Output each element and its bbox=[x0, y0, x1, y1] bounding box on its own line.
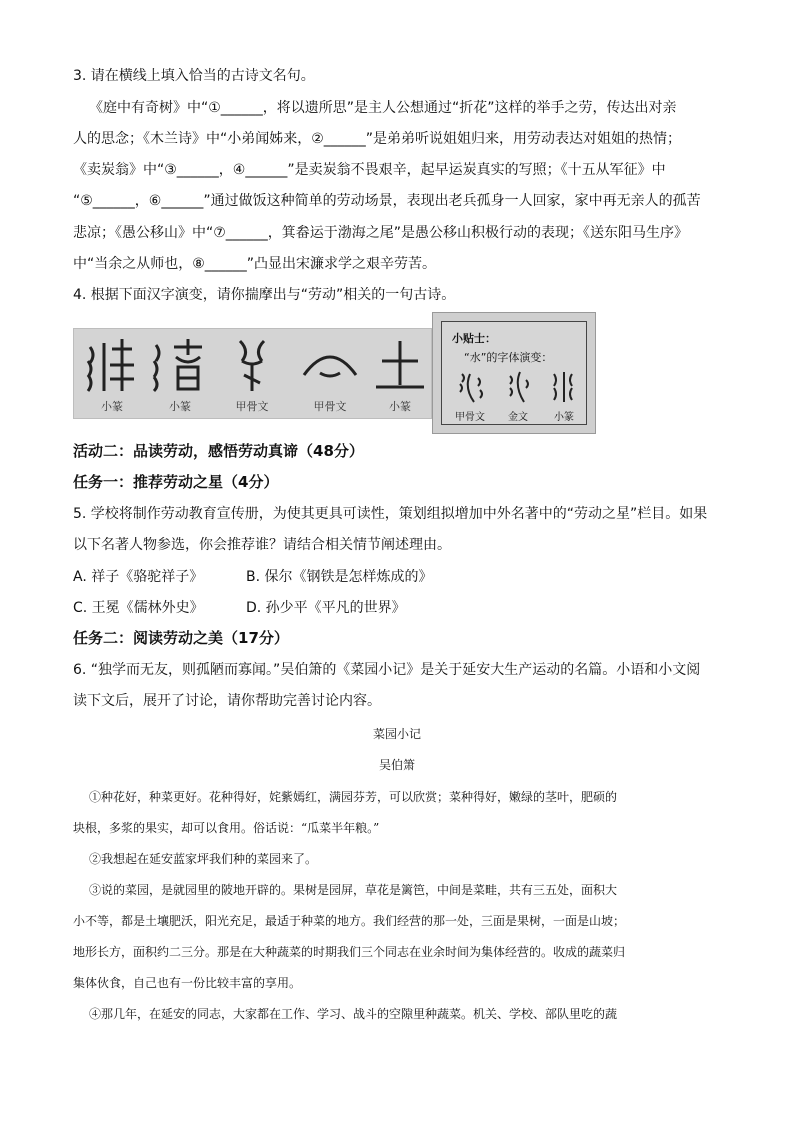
seal-script-glyph bbox=[82, 335, 142, 395]
question-3-line: 《卖炭翁》中“③______，④______”是卖炭翁不畏艰辛，起早运炭真实的写照；《十五从军征》中 bbox=[73, 162, 666, 178]
article-paragraph-line: ①种花好，种菜更好。花种得好，姹紫嫣红，满园芬芳，可以欣赏；菜种得好，嫩绿的茎叶，肥硕的 bbox=[89, 790, 618, 804]
water-oracle-glyph bbox=[456, 370, 484, 404]
tip-title: 小贴士： bbox=[452, 332, 496, 345]
article-paragraph-line: ③说的菜园，是就园里的陂地开辟的。果树是园屏，草花是篱笆，中间是菜畦，共有三五处，面积大 bbox=[89, 883, 618, 897]
tip-frame bbox=[441, 321, 587, 425]
glyph-label: 小篆 bbox=[101, 400, 123, 413]
article-paragraph-line: 小不等，都是土壤肥沃，阳光充足，最适于种菜的地方。我们经营的那一处，三面是果树，一面是山坡； bbox=[73, 914, 626, 928]
glyph-label: 甲骨文 bbox=[235, 400, 269, 413]
question-3-line: 悲凉；《愚公移山》中“⑦______，箕畚运于渤海之尾”是愚公移山积极行动的表现；《送东阳马生序》 bbox=[73, 225, 689, 241]
task-heading: 任务一：推荐劳动之星（4分） bbox=[73, 473, 279, 491]
article-author: 吴伯箫 bbox=[378, 758, 415, 772]
question-6-line: 读下文后，展开了讨论，请你帮助完善讨论内容。 bbox=[73, 693, 381, 709]
seal-script-glyph bbox=[150, 335, 210, 395]
article-paragraph-line: 集体伙食，自己也有一份比较丰富的享用。 bbox=[73, 976, 302, 990]
oracle-bone-glyph bbox=[222, 335, 282, 395]
tip-label: 金文 bbox=[508, 412, 528, 423]
option-b: B. 保尔《钢铁是怎样炼成的》 bbox=[246, 569, 433, 585]
tip-label: 小篆 bbox=[554, 412, 574, 423]
article-title: 菜园小记 bbox=[372, 727, 421, 741]
question-3-title: 3. 请在横线上填入恰当的古诗文名句。 bbox=[73, 68, 315, 84]
seal-script-glyph bbox=[370, 335, 430, 395]
activity-heading: 活动二：品读劳动，感悟劳动真谛（48分） bbox=[73, 442, 364, 460]
option-a: A. 祥子《骆驼祥子》 bbox=[73, 569, 204, 585]
water-bronze-glyph bbox=[504, 370, 532, 404]
glyph-label: 甲骨文 bbox=[313, 400, 347, 413]
question-3-line: 《庭中有奇树》中“①______，将以遗所思”是主人公想通过“折花”这样的举手之劳，传达出对亲 bbox=[89, 100, 677, 116]
tip-label: 甲骨文 bbox=[455, 412, 485, 423]
character-evolution-image bbox=[73, 328, 432, 419]
question-4-title: 4. 根据下面汉字演变，请你揣摩出与“劳动”相关的一句古诗。 bbox=[73, 287, 456, 303]
tip-box bbox=[432, 312, 596, 434]
question-3-line: “⑤______，⑥______”通过做饭这种简单的劳动场景，表现出老兵孤身一人回家，家中再无亲人的孤苦 bbox=[73, 193, 701, 209]
oracle-bone-glyph bbox=[300, 335, 360, 395]
option-d: D. 孙少平《平凡的世界》 bbox=[246, 600, 406, 616]
option-c: C. 王冕《儒林外史》 bbox=[73, 600, 204, 616]
task-heading: 任务二：阅读劳动之美（17分） bbox=[73, 629, 289, 647]
article-paragraph-line: 块根，多浆的果实，却可以食用。俗话说：“瓜菜半年粮。” bbox=[73, 821, 380, 835]
glyph-label: 小篆 bbox=[389, 400, 411, 413]
water-seal-glyph bbox=[550, 370, 578, 404]
article-paragraph-line: 地形长方，面积约二三分。那是在大种蔬菜的时期我们三个同志在业余时间为集体经营的。收成的蔬菜归 bbox=[73, 945, 626, 959]
question-5-line: 5. 学校将制作劳动教育宣传册，为使其更具可读性，策划组拟增加中外名著中的“劳动之星”栏目。如果 bbox=[73, 506, 708, 522]
question-6-line: 6. “独学而无友，则孤陋而寡闻。”吴伯箫的《菜园小记》是关于延安大生产运动的名篇。小语和小文阅 bbox=[73, 662, 701, 678]
question-3-line: 中“当余之从师也，⑧______”凸显出宋濂求学之艰辛劳苦。 bbox=[73, 256, 437, 272]
glyph-label: 小篆 bbox=[169, 400, 191, 413]
question-5-line: 以下名著人物参选，你会推荐谁？请结合相关情节阐述理由。 bbox=[73, 537, 451, 553]
question-3-line: 人的思念；《木兰诗》中“小弟闻姊来，②______”是弟弟听说姐姐归来，用劳动表达对姐姐的热情； bbox=[73, 131, 682, 147]
article-paragraph-line: ④那几年，在延安的同志，大家都在工作、学习、战斗的空隙里种蔬菜。机关、学校、部队里吃的蔬 bbox=[89, 1007, 618, 1021]
article-paragraph-line: ②我想起在延安蓝家坪我们种的菜园来了。 bbox=[89, 852, 318, 866]
tip-subtitle: “水”的字体演变： bbox=[464, 351, 553, 364]
